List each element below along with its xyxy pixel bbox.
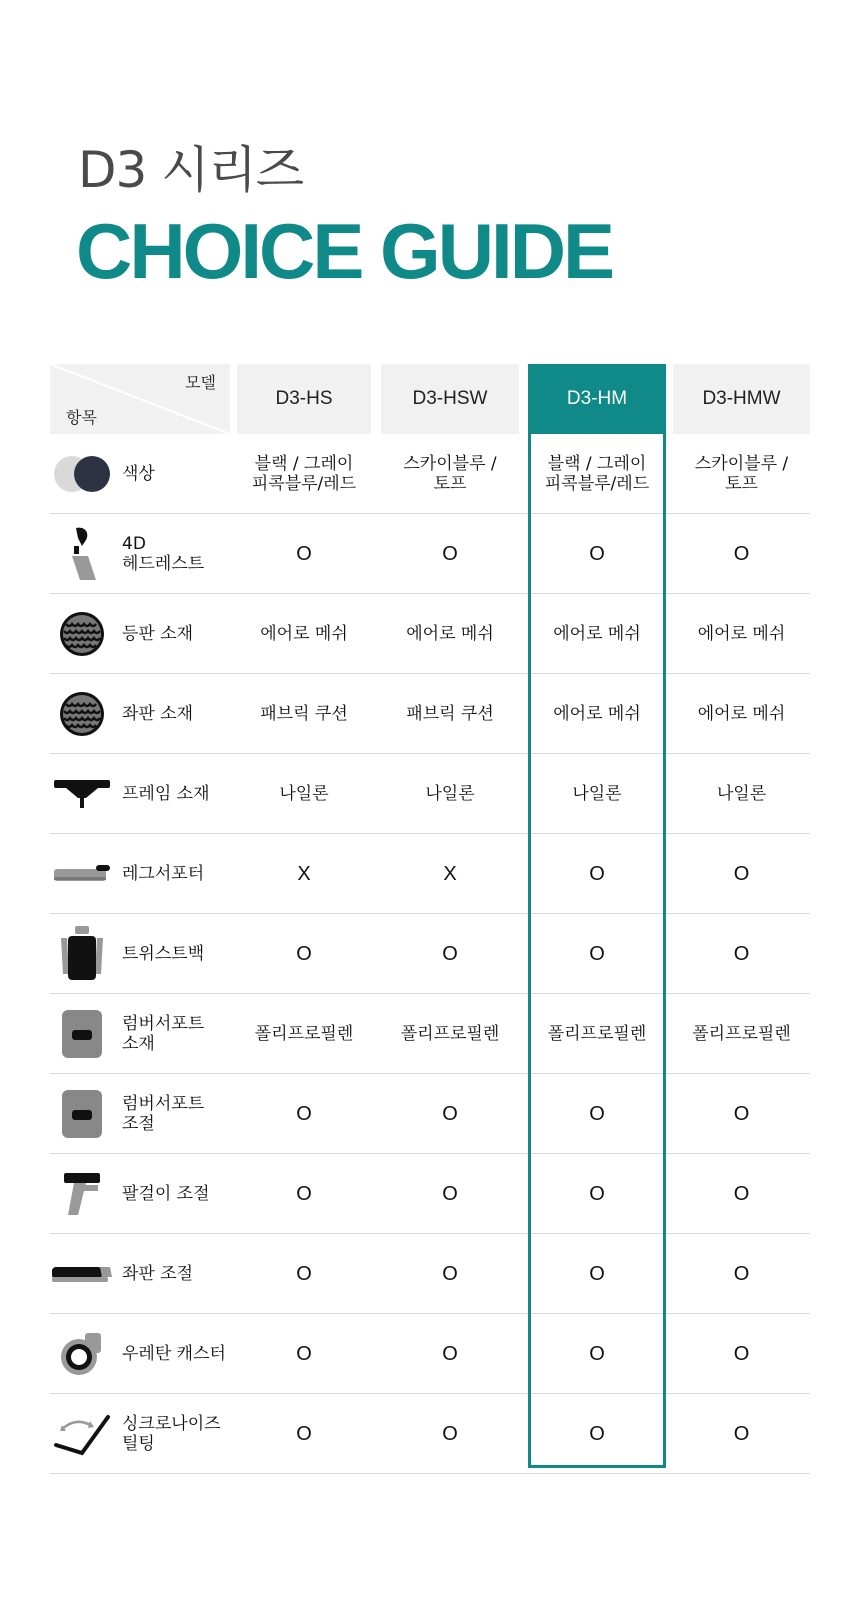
cell-d3-hsw: O	[442, 1183, 458, 1205]
table-row	[50, 434, 810, 514]
cell-d3-hsw: O	[442, 943, 458, 965]
headrest-icon	[50, 514, 114, 594]
cell-d3-hmw: O	[733, 543, 750, 565]
color-swatch-icon	[50, 434, 114, 514]
cell-d3-hs: O	[296, 1103, 312, 1125]
cell-d3-hs: O	[296, 1183, 312, 1205]
cell-d3-hm: O	[589, 1183, 605, 1205]
table-row	[50, 994, 810, 1074]
cell-d3-hm: O	[589, 1263, 605, 1285]
cell-d3-hmw: 에어로 메쉬	[697, 623, 786, 644]
armrest-icon	[50, 1154, 114, 1234]
cell-d3-hmw: O	[733, 1183, 750, 1205]
table-row	[50, 1314, 810, 1394]
cell-d3-hs: 나일론	[279, 783, 329, 804]
cell-d3-hsw: O	[442, 543, 458, 565]
model-header-d3-hsw: D3-HSW	[381, 364, 519, 434]
seat-adjust-icon	[50, 1234, 114, 1314]
table-row	[50, 1154, 810, 1234]
cell-d3-hm: 에어로 메쉬	[553, 703, 641, 724]
row-label: 트위스트백	[122, 943, 205, 964]
model-header-d3-hm: D3-HM	[528, 364, 666, 434]
cell-d3-hsw: O	[442, 1423, 458, 1445]
table-row	[50, 674, 810, 754]
subtitle: D3 시리즈	[78, 141, 304, 199]
cell-d3-hsw: O	[442, 1263, 458, 1285]
tilt-icon	[50, 1394, 114, 1474]
model-header-d3-hmw: D3-HMW	[673, 364, 810, 434]
lumbar-icon	[50, 1074, 114, 1154]
cell-d3-hm: 에어로 메쉬	[553, 623, 641, 644]
cell-d3-hm: O	[589, 1343, 605, 1365]
cell-d3-hs: 패브릭 쿠션	[260, 703, 348, 724]
row-label: 럼버서포트 조절	[122, 1093, 205, 1134]
cell-d3-hs: 에어로 메쉬	[260, 623, 348, 644]
cell-d3-hm: O	[589, 943, 605, 965]
table-row	[50, 594, 810, 674]
row-label: 레그서포터	[122, 863, 205, 884]
cell-d3-hmw: 에어로 메쉬	[697, 703, 786, 724]
table-row	[50, 1394, 810, 1474]
cell-d3-hsw: 폴리프로필렌	[400, 1023, 500, 1044]
cell-d3-hsw: 패브릭 쿠션	[406, 703, 494, 724]
twistback-icon	[50, 914, 114, 994]
cell-d3-hm: O	[589, 863, 605, 885]
cell-d3-hmw: 폴리프로필렌	[692, 1023, 791, 1044]
cell-d3-hmw: O	[733, 1263, 750, 1285]
page-title: CHOICE GUIDE	[76, 207, 613, 295]
table-row	[50, 1234, 810, 1314]
cell-d3-hmw: O	[733, 1103, 750, 1125]
cell-d3-hm: 블랙 / 그레이 피콕블루/레드	[544, 453, 650, 494]
cell-d3-hs: O	[296, 1343, 312, 1365]
cell-d3-hsw: 스카이블루 / 토프	[403, 453, 497, 494]
row-label: 우레탄 캐스터	[122, 1343, 226, 1364]
table-row	[50, 834, 810, 914]
cell-d3-hs: O	[296, 943, 312, 965]
legrest-icon	[50, 834, 114, 914]
caster-icon	[50, 1314, 114, 1394]
row-label: 팔걸이 조절	[122, 1183, 210, 1204]
cell-d3-hs: O	[296, 1423, 312, 1445]
cell-d3-hm: 나일론	[572, 783, 622, 804]
cell-d3-hs: 폴리프로필렌	[254, 1023, 354, 1044]
row-label: 4D 헤드레스트	[122, 533, 205, 574]
cell-d3-hmw: O	[733, 863, 750, 885]
row-label: 싱크로나이즈 틸팅	[122, 1413, 221, 1454]
cell-d3-hmw: O	[733, 943, 750, 965]
table-row	[50, 754, 810, 834]
table-corner-header	[50, 364, 230, 434]
model-header-d3-hs: D3-HS	[237, 364, 371, 434]
cell-d3-hsw: 에어로 메쉬	[406, 623, 494, 644]
lumbar-icon	[50, 994, 114, 1074]
row-label: 등판 소재	[122, 623, 194, 644]
cell-d3-hsw: O	[442, 1343, 458, 1365]
cell-d3-hmw: 스카이블루 / 토프	[694, 453, 789, 494]
cell-d3-hsw: O	[442, 1103, 458, 1125]
row-label: 색상	[122, 463, 155, 484]
row-label: 럼버서포트 소재	[122, 1013, 205, 1054]
mesh-icon	[50, 594, 114, 674]
cell-d3-hm: O	[589, 1423, 605, 1445]
cell-d3-hm: 폴리프로필렌	[547, 1023, 647, 1044]
cell-d3-hs: 블랙 / 그레이 피콕블루/레드	[251, 453, 357, 494]
cell-d3-hmw: O	[733, 1423, 750, 1445]
cell-d3-hs: X	[297, 863, 311, 885]
cell-d3-hm: O	[589, 543, 605, 565]
cell-d3-hmw: O	[733, 1343, 750, 1365]
table-row	[50, 514, 810, 594]
row-label: 좌판 소재	[122, 703, 194, 724]
corner-item-label: 항목	[66, 408, 97, 427]
mesh-icon	[50, 674, 114, 754]
table-row	[50, 914, 810, 994]
cell-d3-hs: O	[296, 543, 312, 565]
cell-d3-hsw: X	[443, 863, 457, 885]
row-label: 좌판 조절	[122, 1263, 194, 1284]
frame-icon	[50, 754, 114, 834]
corner-model-label: 모델	[185, 373, 216, 392]
cell-d3-hmw: 나일론	[716, 783, 767, 804]
cell-d3-hsw: 나일론	[425, 783, 475, 804]
cell-d3-hm: O	[589, 1103, 605, 1125]
row-label: 프레임 소재	[122, 783, 210, 804]
cell-d3-hs: O	[296, 1263, 312, 1285]
table-row	[50, 1074, 810, 1154]
